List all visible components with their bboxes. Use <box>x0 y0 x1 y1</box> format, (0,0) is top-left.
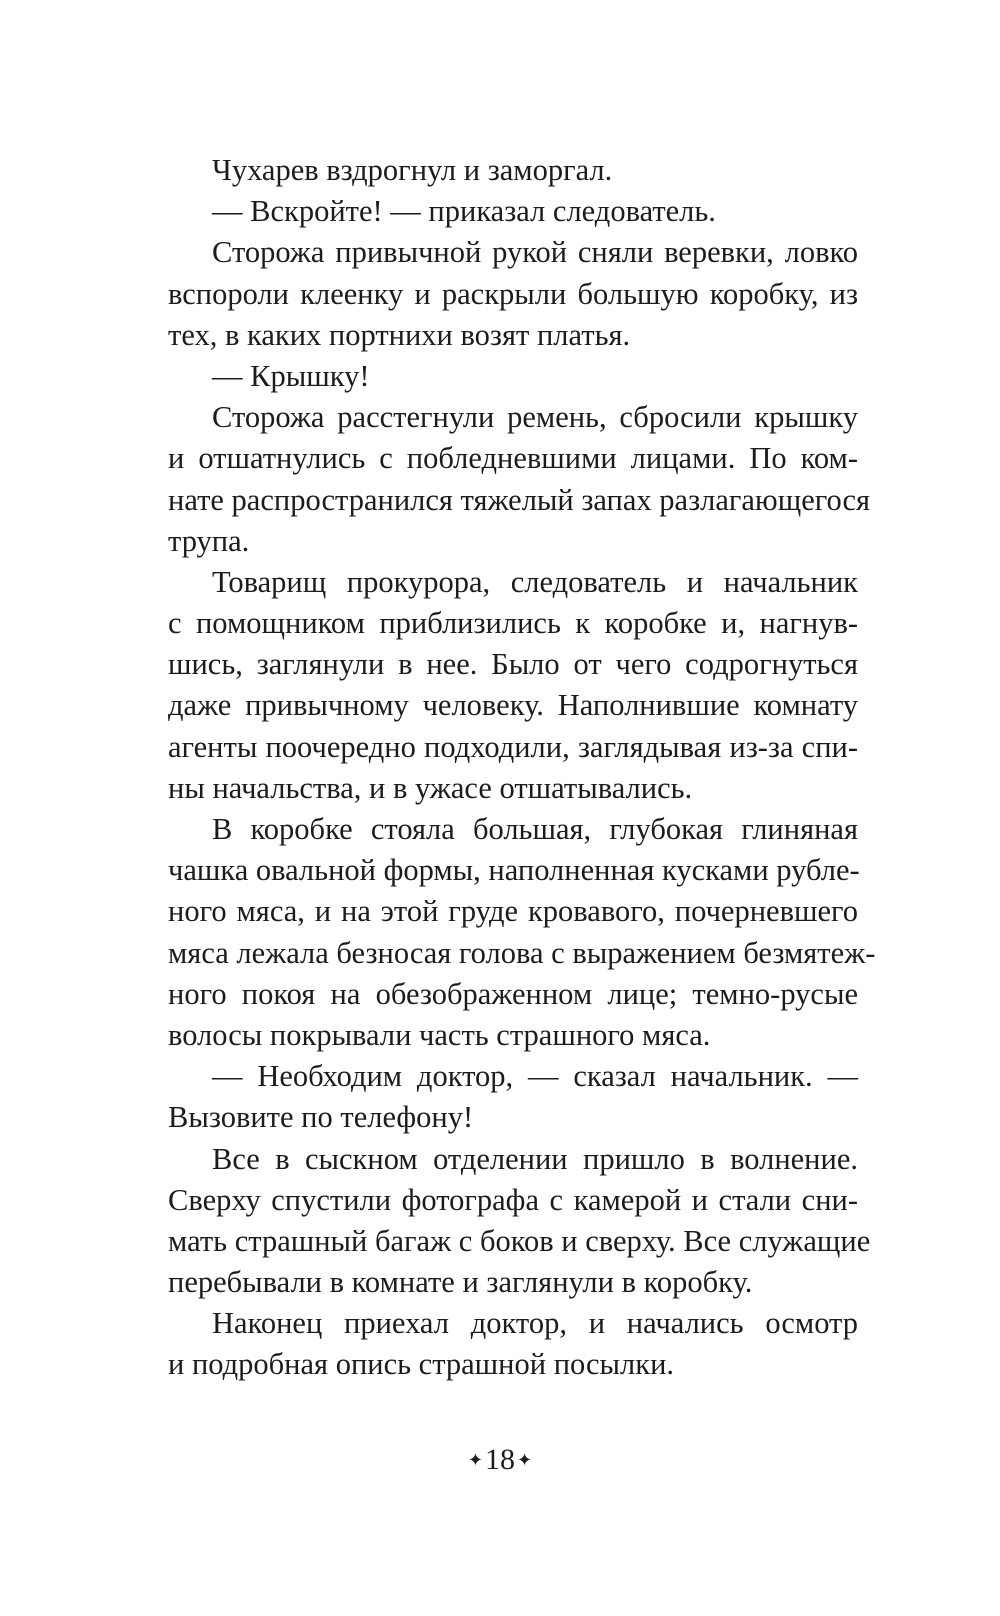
text-line: В коробке стояла большая, глубокая глиняная <box>212 812 858 846</box>
text-line: ного мяса, и на этой груде кровавого, почерневшего <box>168 894 858 929</box>
text-line: — Необходим доктор, — сказал начальник. — <box>212 1059 858 1094</box>
text-line: Вызовите по телефону! <box>168 1100 474 1135</box>
text-line: Сверху спустили фотографа с камерой и стали сни- <box>168 1182 858 1217</box>
text-line: Товарищ прокурора, следователь и начальник <box>212 564 858 599</box>
star-ornament-icon: ✦ <box>517 1450 533 1470</box>
text-line: Чухарев вздрогнул и заморгал. <box>212 153 613 187</box>
text-line: перебывали в комнате и заглянули в коробку. <box>168 1265 753 1300</box>
text-line: нате распространился тяжелый запах разлагающегося <box>168 482 871 517</box>
text-line: чашка овальной формы, наполненная кусками рубле- <box>168 853 860 888</box>
text-line: даже привычному человеку. Наполнившие комнату <box>168 688 858 723</box>
text-line: тех, в каких портнихи возят платья. <box>168 317 631 352</box>
text-line: Наконец приехал доктор, и начались осмотр <box>212 1306 858 1341</box>
text-line: мать страшный багаж с боков и сверху. Все служащие <box>168 1223 871 1258</box>
text-line: Сторожа расстегнули ремень, сбросили крышку <box>212 400 858 435</box>
page-number: 18 <box>485 1443 515 1476</box>
page-number-footer <box>0 1440 1000 1480</box>
text-line: волосы покрывали часть страшного мяса. <box>168 1017 711 1052</box>
text-line: — Крышку! <box>212 358 370 393</box>
text-line: мяса лежала безносая голова с выражением безмятеж- <box>168 935 876 970</box>
text-line: агенты поочередно подходили, заглядывая из-за спи- <box>168 729 858 764</box>
text-line: и отшатнулись с побледневшими лицами. По ком- <box>168 441 858 476</box>
body-text <box>168 150 876 1386</box>
text-line: шись, заглянули в нее. Было от чего содрогнуться <box>168 647 858 682</box>
text-line: ны начальства, и в ужасе отшатывались. <box>168 770 693 805</box>
text-line: ного покоя на обезображенном лице; темно-русые <box>168 976 858 1011</box>
text-line: вспороли клеенку и раскрыли большую коробку, из <box>168 276 858 311</box>
text-line: Все в сыскном отделении пришло в волнение. <box>212 1141 858 1176</box>
star-ornament-icon: ✦ <box>467 1450 483 1470</box>
text-line: с помощником приблизились к коробке и, нагнув- <box>168 606 858 641</box>
text-line: трупа. <box>168 523 250 558</box>
text-line: и подробная опись страшной посылки. <box>168 1347 675 1382</box>
text-line: Сторожа привычной рукой сняли веревки, ловко <box>212 235 858 270</box>
text-line: — Вскройте! — приказал следователь. <box>212 194 716 229</box>
